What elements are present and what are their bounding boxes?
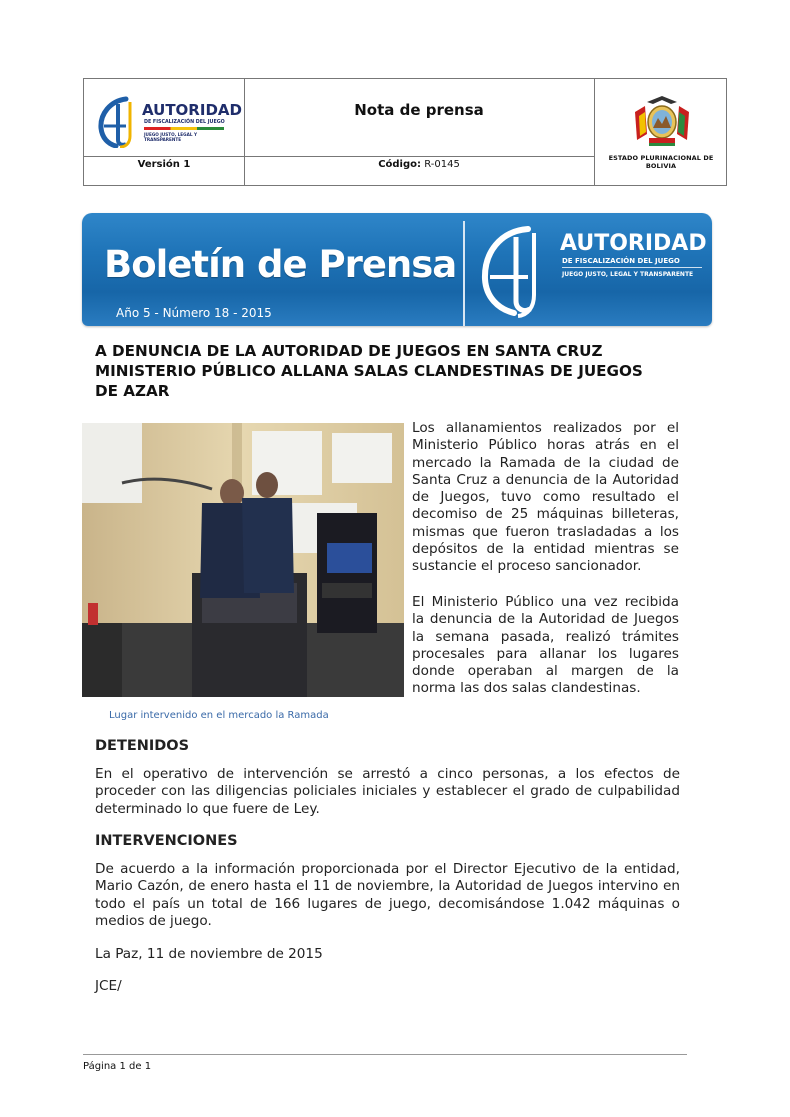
logo-subtitle: DE FISCALIZACIÓN DEL JUEGO [144, 120, 225, 125]
section-heading-detenidos: DETENIDOS [95, 738, 190, 754]
bolivia-coat-of-arms-icon [627, 94, 697, 149]
press-bulletin-banner [82, 213, 712, 326]
author-initials: JCE/ [95, 978, 122, 994]
logo-wordmark: AUTORIDAD [142, 101, 242, 119]
banner-logo-wordmark: AUTORIDAD [560, 231, 707, 256]
article-headline: A DENUNCIA DE LA AUTORIDAD DE JUEGOS EN SANTA CRUZ MINISTERIO PÚBLICO ALLANA SALAS CLANDESTINAS DE JUEGOS DE AZAR [95, 342, 643, 400]
banner-divider [463, 221, 465, 326]
banner-logo-rule [562, 267, 702, 268]
footer-rule [83, 1054, 687, 1055]
article-paragraph-2 [412, 594, 679, 698]
version-label: Versión 1 [137, 159, 191, 170]
header-divider [84, 156, 594, 157]
banner-logo-subtitle: DE FISCALIZACIÓN DEL JUEGO [562, 257, 680, 265]
banner-issue: Año 5 - Número 18 - 2015 [116, 306, 272, 320]
code-value: R-0145 [424, 159, 460, 170]
page-number: Página 1 de 1 [83, 1061, 152, 1072]
estado-label: ESTADO PLURINACIONAL DE BOLIVIA [608, 154, 714, 170]
article-paragraph-1 [412, 420, 679, 576]
photo-caption: Lugar intervenido en el mercado la Ramada [109, 710, 329, 721]
authority-logo [96, 96, 242, 151]
banner-title: Boletín de Prensa [104, 243, 457, 286]
banner-authority-logo [476, 223, 706, 323]
paragraph-text: Los allanamientos realizados por el Ministerio Público horas atrás en el mercado la Ramada de la ciudad de Santa Cruz a denuncia de la Autoridad de Juegos, tuvo como resultado el decomiso de 25 máquinas billeteras, mismas que fueron trasladadas a los depósitos de la entidad mientras se sustancie el proceso sancionador. [412, 420, 679, 575]
logo-tagline: JUEGO JUSTO, LEGAL Y TRANSPARENTE [144, 132, 197, 142]
logo-color-bar [144, 127, 224, 130]
document-code [244, 159, 594, 170]
place-date: La Paz, 11 de noviembre de 2015 [95, 946, 323, 962]
aj-logo-icon [476, 223, 556, 319]
raid-scene-photo [82, 423, 404, 697]
aj-logo-icon [96, 96, 142, 148]
document-header-table [83, 78, 727, 186]
document-type-title: Nota de prensa [354, 101, 484, 119]
section-text-detenidos: En el operativo de intervención se arrestó a cinco personas, a los efectos de proceder con las diligencias policiales iniciales y establecer el grado de culpabilidad determinado lo que fuere de Ley. [95, 766, 680, 817]
paragraph-text: El Ministerio Público una vez recibida la denuncia de la Autoridad de Juegos la semana pasada, realizó trámites procesales para allanar los lugares donde operaban al margen de la norma las dos salas clandestinas. [412, 594, 679, 697]
code-label: Código: [378, 159, 422, 170]
banner-logo-tagline: JUEGO JUSTO, LEGAL Y TRANSPARENTE [562, 271, 694, 278]
section-text-intervenciones: De acuerdo a la información proporcionada por el Director Ejecutivo de la entidad, Mario Cazón, de enero hasta el 11 de noviembre, la Autoridad de Juegos intervino en todo el país un total de 166 lugares de juego, decomisándose 1.042 máquinas o medios de juego. [95, 861, 680, 929]
section-heading-intervenciones: INTERVENCIONES [95, 833, 238, 849]
article-photo [82, 423, 404, 697]
